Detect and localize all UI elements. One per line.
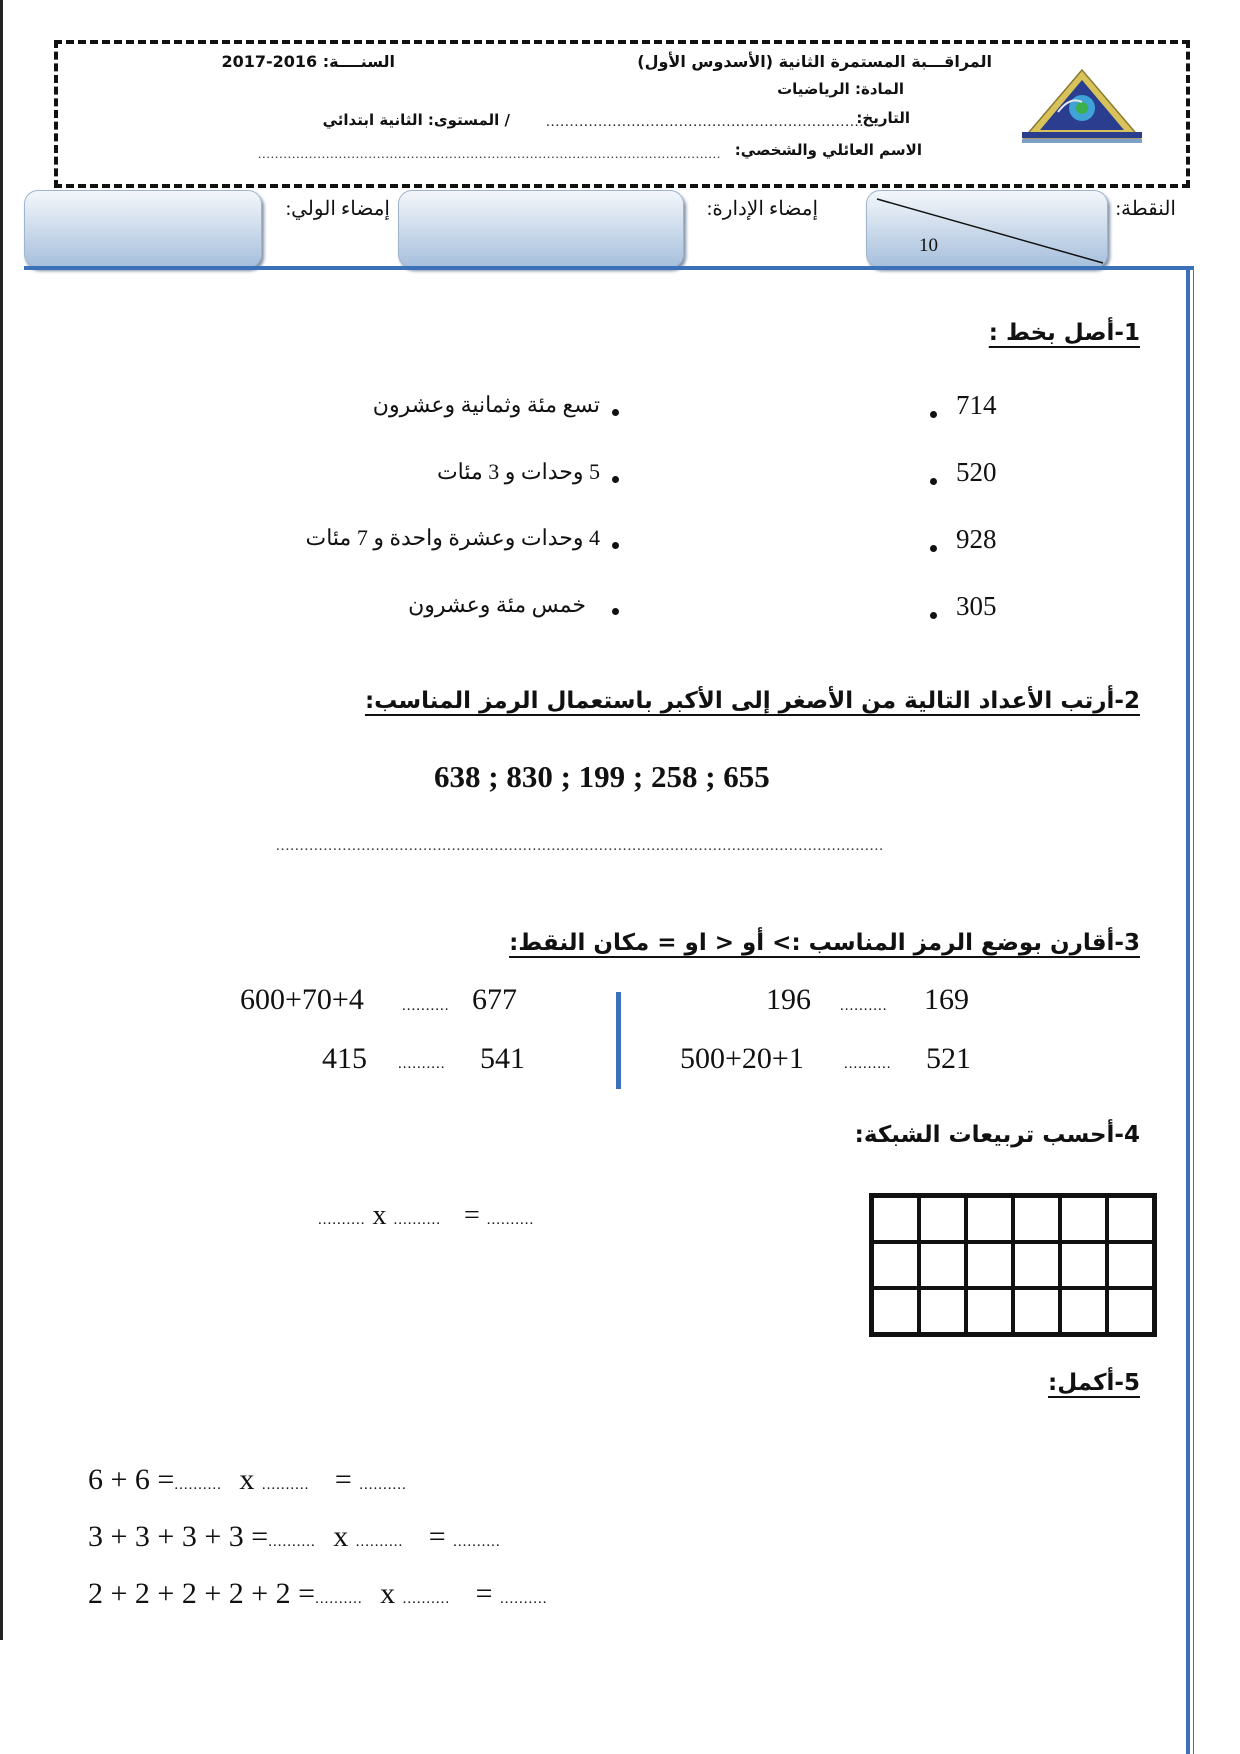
compare-blank[interactable]: ..........	[398, 1056, 446, 1072]
word-item: 5 وحدات و 3 مئات	[436, 459, 600, 484]
blank[interactable]: ..........	[402, 1591, 451, 1607]
grid-cell	[919, 1288, 966, 1334]
compare-blank[interactable]: ..........	[402, 998, 450, 1014]
compare-left-expr: 600+70+4	[240, 983, 364, 1016]
addition-expr: 6 + 6 =	[88, 1463, 175, 1496]
compare-blank[interactable]: ..........	[840, 998, 888, 1014]
grid-cell	[1107, 1242, 1154, 1288]
grade-total: 10	[919, 235, 938, 256]
name-label: الاسم العائلي والشخصي:	[734, 141, 922, 159]
bullet	[612, 409, 619, 416]
blank[interactable]: ..........	[359, 1477, 407, 1493]
grade-diagonal	[867, 191, 1107, 267]
blank[interactable]: ..........	[268, 1534, 316, 1550]
word-item: تسع مئة وثمانية وعشرون	[372, 392, 600, 417]
bullet	[930, 411, 937, 418]
compare-right-expr: 169	[924, 983, 969, 1016]
grid-cell	[966, 1288, 1013, 1334]
compare-left-expr: 415	[322, 1042, 367, 1075]
grid-cell	[1013, 1288, 1060, 1334]
exercise4-heading: 4-أحسب تربيعات الشبكة:	[854, 1122, 1140, 1148]
school-logo	[1018, 66, 1146, 148]
compare-blank[interactable]: ..........	[844, 1056, 892, 1072]
grid-cell	[966, 1242, 1013, 1288]
date-dots: ......................................................................	[546, 114, 879, 130]
exam-title: المراقـــبة المستمرة الثانية (الأسدوس الأول)	[637, 52, 992, 71]
blank[interactable]: ..........	[355, 1534, 404, 1550]
equals-sign: =	[475, 1577, 493, 1610]
date-label: التاريخ:	[856, 109, 910, 127]
school-year: السنــــة: 2016-2017	[221, 52, 395, 71]
admin-sign-label: إمضاء الإدارة:	[706, 198, 818, 220]
level-label: / المستوى: الثانية ابتدائي	[322, 111, 510, 129]
bullet	[612, 476, 619, 483]
admin-sign-box[interactable]	[398, 190, 684, 268]
exercise5-heading: 5-أكمل:	[1048, 1370, 1140, 1396]
addition-expr: 2 + 2 + 2 + 2 + 2 =	[88, 1577, 316, 1610]
grid-cell	[1060, 1242, 1107, 1288]
grid-cell	[872, 1196, 919, 1242]
bullet	[612, 608, 619, 615]
blank[interactable]: ..........	[174, 1477, 222, 1493]
order-answer-line[interactable]: ................................................................................................................................	[276, 838, 884, 854]
grid-equation	[318, 1200, 534, 1232]
exercise2-heading: 2-أرتب الأعداد التالية من الأصغر إلى الأكبر باستعمال الرمز المناسب:	[364, 688, 1140, 714]
blank[interactable]: ..........	[315, 1591, 363, 1607]
times-sign: x	[380, 1577, 396, 1610]
blank[interactable]: ..........	[318, 1212, 366, 1228]
equals-sign: =	[334, 1463, 352, 1496]
exercise3-heading: 3-أقارن بوضع الرمز المناسب :> أو < او = مكان النقط:	[509, 930, 1140, 956]
grid-cell	[872, 1242, 919, 1288]
grid-cell	[966, 1196, 1013, 1242]
grade-label: النقطة:	[1115, 198, 1176, 220]
bullet	[930, 545, 937, 552]
word-item: خمس مئة وعشرون	[408, 592, 586, 617]
grid-cell	[1107, 1196, 1154, 1242]
complete-line	[88, 1520, 501, 1554]
grid-cell	[1060, 1196, 1107, 1242]
subject-label: المادة: الرياضيات	[777, 80, 904, 98]
compare-right-expr: 677	[472, 983, 517, 1016]
name-dots: .............................................................................................................	[258, 146, 722, 161]
grid-cell	[1107, 1288, 1154, 1334]
number-item: 520	[956, 457, 997, 487]
grid-cell	[919, 1242, 966, 1288]
grid-cell	[1060, 1288, 1107, 1334]
grid-cell	[872, 1288, 919, 1334]
bullet	[612, 542, 619, 549]
frame-right-rule-inner	[1193, 266, 1194, 1754]
grade-box[interactable]	[866, 190, 1108, 268]
numbers-to-order: 638 ; 830 ; 199 ; 258 ; 655	[434, 759, 770, 794]
number-item: 714	[956, 390, 997, 420]
compare-separator	[616, 992, 621, 1089]
guardian-sign-label: إمضاء الولي:	[285, 198, 390, 220]
addition-expr: 3 + 3 + 3 + 3 =	[88, 1520, 269, 1553]
equals-sign: =	[464, 1200, 480, 1231]
compare-right-expr: 521	[926, 1042, 971, 1075]
blank[interactable]: ..........	[261, 1477, 310, 1493]
compare-left-expr: 196	[766, 983, 811, 1016]
exercise1-heading: 1-أصل بخط :	[988, 320, 1140, 346]
blank[interactable]: ..........	[393, 1212, 441, 1228]
compare-left-expr: 500+20+1	[680, 1042, 804, 1075]
frame-top-rule	[24, 266, 1194, 270]
number-item: 928	[956, 524, 997, 554]
guardian-sign-box[interactable]	[24, 190, 262, 268]
bullet	[930, 478, 937, 485]
grid-cell	[1013, 1196, 1060, 1242]
times-sign: x	[333, 1520, 349, 1553]
page-left-rule	[0, 0, 3, 1640]
square-grid	[869, 1193, 1157, 1337]
compare-right-expr: 541	[480, 1042, 525, 1075]
grid-cell	[1013, 1242, 1060, 1288]
bullet	[930, 612, 937, 619]
blank[interactable]: ..........	[500, 1591, 548, 1607]
equals-sign: =	[428, 1520, 446, 1553]
complete-line	[88, 1577, 548, 1611]
times-sign: x	[372, 1200, 387, 1231]
grid-cell	[919, 1196, 966, 1242]
frame-right-rule	[1186, 266, 1190, 1754]
blank[interactable]: ..........	[486, 1212, 535, 1228]
word-item: 4 وحدات وعشرة واحدة و 7 مئات	[305, 525, 600, 550]
number-item: 305	[956, 591, 997, 621]
complete-line	[88, 1463, 407, 1497]
times-sign: x	[239, 1463, 255, 1496]
blank[interactable]: ..........	[453, 1534, 501, 1550]
